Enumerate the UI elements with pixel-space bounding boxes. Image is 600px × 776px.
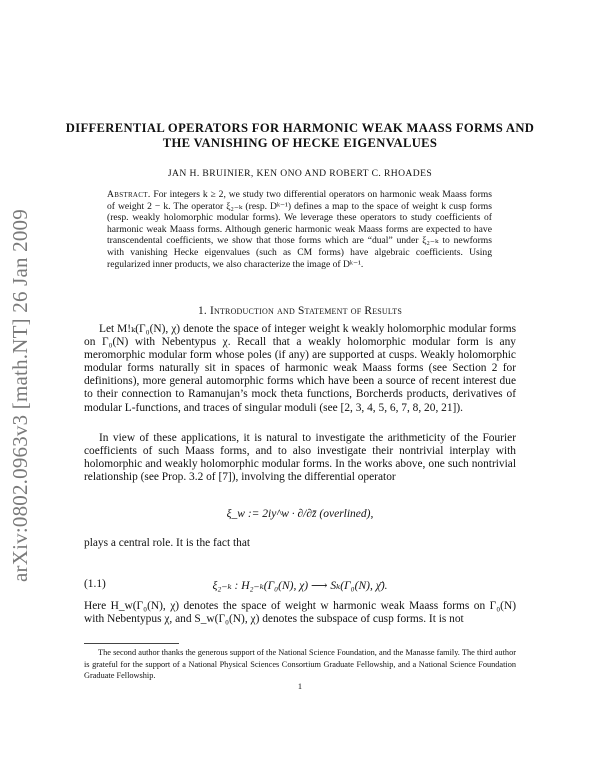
arxiv-sidebar-stamp xyxy=(2,180,38,610)
paragraph-intro: Let M!ₖ(Γ₀(N), χ) denote the space of integer weight k weakly holomorphic modular forms on Γ₀(N) with Nebentypus χ. Recall that a weakly holomorphic modular form is any meromorphic modular form whose poles (if any) are supported at cusps. Weakly holomorphic modular forms naturally sit in spaces of harmonic weak Maass forms (see Section 2 for definitions), more general automorphic forms which have been a source of recent interest due to their connection to Ramanujan’s mock theta functions, Borcherds products, derivatives of modular L-functions, and traces of singular moduli (see [2, 3, 4, 5, 6, 7, 8, 20, 21]). xyxy=(84,323,516,414)
paragraph-applications: In view of these applications, it is natural to investigate the arithmeticity of the Fourier coefficients of such Maass forms, and to also investigate their nontrivial interplay with holomorphic and weakly holomorphic modular forms. In the works above, one such nontrivial relationship (see Prop. 3.2 of [7]), involving the differential operator xyxy=(84,432,516,484)
abstract-label: Abstract. xyxy=(107,189,151,200)
abstract-text: For integers k ≥ 2, we study two differential operators on harmonic weak Maass forms of weight 2 − k. The operator ξ₂₋ₖ (resp. Dᵏ⁻¹) defines a map to the space of weight k cusp forms (resp. weakly holomorphic modular forms). We leverage these operators to study coefficients of harmonic weak Maass forms. Although generic harmonic weak Maass forms are expected to have transcendental coefficients, we show that those forms which are “dual” under ξ₂₋ₖ to newforms with vanishing Hecke eigenvalues (such as CM forms) have algebraic coefficients. Using regularized inner products, we also characterize the image of Dᵏ⁻¹. xyxy=(107,189,492,270)
equation-number: (1.1) xyxy=(84,578,106,590)
paragraph-central-role: plays a central role. It is the fact that xyxy=(84,537,251,549)
page-number: 1 xyxy=(297,682,303,691)
arxiv-identifier: arXiv:0802.0963v3 [math.NT] 26 Jan 2009 xyxy=(7,208,32,582)
equation-differential-operator: ξ_w := 2iy^w · ∂/∂z̄ (overlined), xyxy=(226,508,374,520)
paper-authors: JAN H. BRUINIER, KEN ONO AND ROBERT C. RHOADES xyxy=(167,168,433,179)
equation-xi-map: ξ₂₋ₖ : H₂₋ₖ(Γ₀(N), χ) ⟶ Sₖ(Γ₀(N), χ̄). xyxy=(212,580,388,592)
section-heading: 1. Introduction and Statement of Results xyxy=(197,305,402,317)
abstract xyxy=(107,189,492,270)
footnote-divider xyxy=(84,643,179,644)
footnote: The second author thanks the generous support of the National Science Foundation, and the Manasse family. The third author is grateful for the support of a National Physical Sciences Consortium Graduate Fellowship, and a National Science Foundation Graduate Fellowship. xyxy=(84,648,516,681)
paragraph-definitions: Here H_w(Γ₀(N), χ) denotes the space of weight w harmonic weak Maass forms on Γ₀(N) with Nebentypus χ, and S_w(Γ₀(N), χ) denotes the subspace of cusp forms. It is not xyxy=(84,600,516,626)
paper-title: DIFFERENTIAL OPERATORS FOR HARMONIC WEAK MAASS FORMS AND THE VANISHING OF HECKE EIGENVALUES xyxy=(65,121,535,150)
